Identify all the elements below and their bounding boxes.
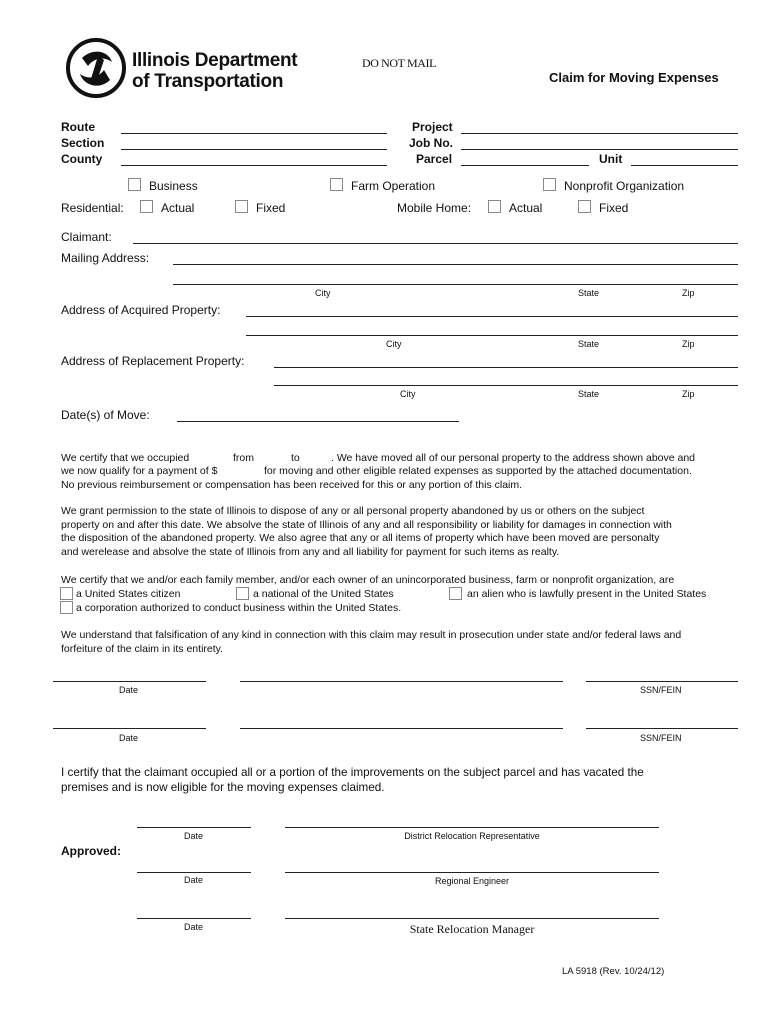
job-no-label: Job No. xyxy=(409,136,453,150)
acquired-city-caption: City xyxy=(386,339,402,349)
mailing-city-caption: City xyxy=(315,288,331,298)
org-name-line2: of Transportation xyxy=(132,71,284,92)
regional-engineer-caption: Regional Engineer xyxy=(434,876,510,886)
business-checkbox[interactable] xyxy=(128,178,141,191)
acquired-state-caption: State xyxy=(578,339,600,349)
route-label: Route xyxy=(61,120,95,134)
district-representative-caption: District Relocation Representative xyxy=(404,831,540,841)
corporation-label: a corporation authorized to conduct business within the United States. xyxy=(76,602,402,614)
mobile-fixed-checkbox[interactable] xyxy=(578,200,591,213)
section-label: Section xyxy=(61,136,105,150)
us-national-checkbox[interactable] xyxy=(236,587,249,600)
county-label: County xyxy=(61,152,103,166)
occupied-statement-part2: . We have moved all of our personal property to the address shown above and xyxy=(331,452,696,464)
signature-2-ssn-caption: SSN/FEIN xyxy=(640,733,682,743)
vacated-certification-line-2: premises and is now eligible for the moving expenses claimed. xyxy=(61,781,385,794)
mobile-actual-label: Actual xyxy=(509,201,543,215)
occupied-statement-part1: We certify that we occupied xyxy=(61,452,190,464)
grant-line-3: the disposition of the abandoned property. We also agree that any or all items of property which have been moved are personalty xyxy=(61,532,660,544)
form-title: Claim for Moving Expenses xyxy=(549,70,719,85)
mailing-state-caption: State xyxy=(578,288,600,298)
lawful-alien-label: an alien who is lawfully present in the United States xyxy=(467,588,707,600)
parcel-field[interactable] xyxy=(461,165,589,166)
residential-fixed-checkbox[interactable] xyxy=(235,200,248,213)
us-national-label: a national of the United States xyxy=(253,588,394,600)
unit-label: Unit xyxy=(599,152,623,166)
district-signature-field[interactable] xyxy=(285,827,659,828)
dates-of-move-label: Date(s) of Move: xyxy=(61,408,150,422)
signature-2-field[interactable] xyxy=(240,728,563,729)
mailing-address-field[interactable] xyxy=(173,264,738,265)
lawful-alien-checkbox[interactable] xyxy=(449,587,462,600)
grant-line-1: We grant permission to the state of Illinois to dispose of any or all personal property abandoned by us or others on the subject xyxy=(61,505,645,517)
section-field[interactable] xyxy=(121,149,387,150)
acquired-property-label: Address of Acquired Property: xyxy=(61,303,221,317)
approved-label: Approved: xyxy=(61,844,121,858)
residential-actual-label: Actual xyxy=(161,201,195,215)
occupied-to-label: to xyxy=(291,452,300,464)
citizenship-statement: We certify that we and/or each family member, and/or each owner of an unincorporated business, farm or nonprofit organization, are xyxy=(61,574,675,586)
county-field[interactable] xyxy=(121,165,387,166)
claimant-field[interactable] xyxy=(133,243,738,244)
org-name-line1: Illinois Department xyxy=(132,50,298,71)
acquired-zip-caption: Zip xyxy=(682,339,695,349)
replacement-zip-caption: Zip xyxy=(682,389,695,399)
district-date-caption: Date xyxy=(184,831,204,841)
residential-fixed-label: Fixed xyxy=(256,201,286,215)
job-no-field[interactable] xyxy=(461,149,738,150)
state-date-caption: Date xyxy=(184,922,204,932)
signature-2-date-caption: Date xyxy=(119,733,139,743)
acquired-city-field[interactable] xyxy=(246,335,738,336)
nonprofit-label: Nonprofit Organization xyxy=(564,179,685,193)
replacement-property-label: Address of Replacement Property: xyxy=(61,354,245,368)
dates-of-move-field[interactable] xyxy=(177,421,459,422)
mailing-address-label: Mailing Address: xyxy=(61,251,150,265)
route-field[interactable] xyxy=(121,133,387,134)
regional-date-field[interactable] xyxy=(137,872,251,873)
state-relocation-manager-caption: State Relocation Manager xyxy=(409,922,535,936)
unit-field[interactable] xyxy=(631,165,738,166)
vacated-certification-line-1: I certify that the claimant occupied all or a portion of the improvements on the subject parcel and has vacated the xyxy=(61,766,644,779)
idot-logo-icon xyxy=(64,36,128,100)
falsification-line-1: We understand that falsification of any kind in connection with this claim may result in prosecution under state and/or federal laws and xyxy=(61,629,682,641)
project-label: Project xyxy=(412,120,453,134)
business-label: Business xyxy=(149,179,198,193)
claimant-label: Claimant: xyxy=(61,230,112,244)
state-date-field[interactable] xyxy=(137,918,251,919)
payment-statement: for moving and other eligible related expenses as supported by the attached documentation. xyxy=(264,465,692,477)
district-date-field[interactable] xyxy=(137,827,251,828)
residential-actual-checkbox[interactable] xyxy=(140,200,153,213)
replacement-city-caption: City xyxy=(400,389,416,399)
mailing-city-field[interactable] xyxy=(173,284,738,285)
replacement-city-field[interactable] xyxy=(274,385,738,386)
residential-label: Residential: xyxy=(61,201,124,215)
do-not-mail-notice: DO NOT MAIL xyxy=(362,56,437,70)
signature-2-date-field[interactable] xyxy=(53,728,206,729)
payment-amount-label: we now qualify for a payment of $ xyxy=(61,465,218,477)
mobile-fixed-label: Fixed xyxy=(599,201,629,215)
mobile-home-label: Mobile Home: xyxy=(397,201,472,215)
signature-1-ssn-caption: SSN/FEIN xyxy=(640,685,682,695)
nonprofit-checkbox[interactable] xyxy=(543,178,556,191)
grant-line-4: and werelease and absolve the state of Illinois from any and all liability for payment for such items as realty. xyxy=(61,546,560,558)
no-reimbursement-statement: No previous reimbursement or compensation has been received for this or any portion of this claim. xyxy=(61,479,523,491)
signature-2-ssn-field[interactable] xyxy=(586,728,738,729)
us-citizen-checkbox[interactable] xyxy=(60,587,73,600)
acquired-address-field[interactable] xyxy=(246,316,738,317)
replacement-address-field[interactable] xyxy=(274,367,738,368)
idot-logo xyxy=(64,36,128,100)
state-signature-field[interactable] xyxy=(285,918,659,919)
regional-date-caption: Date xyxy=(184,875,204,885)
replacement-state-caption: State xyxy=(578,389,600,399)
mobile-actual-checkbox[interactable] xyxy=(488,200,501,213)
parcel-label: Parcel xyxy=(416,152,453,166)
mailing-zip-caption: Zip xyxy=(682,288,695,298)
corporation-checkbox[interactable] xyxy=(60,601,73,614)
form-number: LA 5918 (Rev. 10/24/12) xyxy=(562,966,665,977)
signature-1-ssn-field[interactable] xyxy=(586,681,738,682)
farm-operation-label: Farm Operation xyxy=(351,179,436,193)
us-citizen-label: a United States citizen xyxy=(76,588,181,600)
occupied-from-label: from xyxy=(233,452,254,464)
regional-signature-field[interactable] xyxy=(285,872,659,873)
signature-1-date-caption: Date xyxy=(119,685,139,695)
grant-line-2: property on and after this date. We absolve the state of Illinois of any and all responsibility or liability for damages in connection with xyxy=(61,519,672,531)
falsification-line-2: forfeiture of the claim in its entirety. xyxy=(61,643,224,655)
signature-1-field[interactable] xyxy=(240,681,563,682)
farm-operation-checkbox[interactable] xyxy=(330,178,343,191)
project-field[interactable] xyxy=(461,133,738,134)
signature-1-date-field[interactable] xyxy=(53,681,206,682)
